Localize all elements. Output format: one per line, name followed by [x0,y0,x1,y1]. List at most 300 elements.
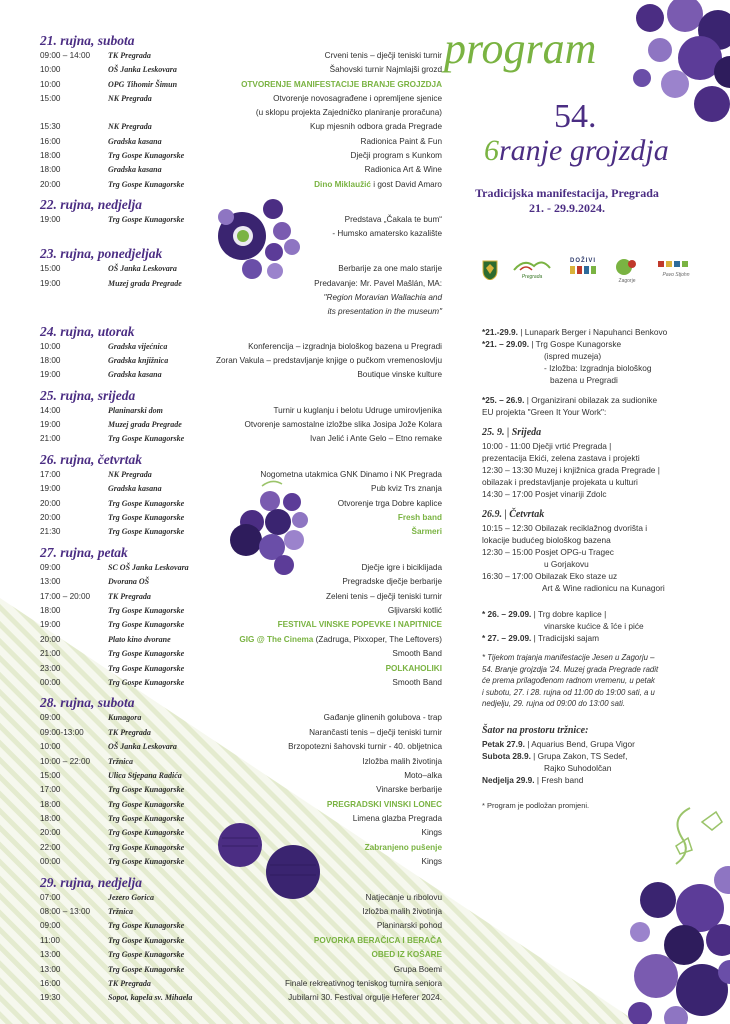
event-text: Radionica Art & Wine [364,165,442,175]
event-text: FESTIVAL VINSKE POPEVKE I NAPITNICE [277,620,442,630]
event-row [40,783,442,797]
event-time: 18:00 [40,799,61,809]
event-time: 20:00 [40,513,61,523]
event-time: 13:00 [40,964,61,974]
event-time: 19:00 [40,215,61,225]
event-row [40,855,442,869]
event-description [342,575,442,589]
event-time: 18:00 [40,165,61,175]
event-time: 09:00 [40,713,61,723]
event-time: 15:30 [40,122,61,132]
event-row [40,120,442,134]
event-description [398,511,442,525]
event-text: Otvorenje novosagrađene i opremljene sjenice [273,94,442,104]
event-time: 18:00 [40,150,61,160]
event-description [362,905,442,919]
day-title: 21. rujna, subota [40,33,135,48]
event-row [40,178,442,192]
wednesday-block: 25. 9. | Srijeda 10:00 - 11:00 Dječji vrtić Pregrada | prezentacija Ekići, zelena zastava i projekti 12:30 – 13:30 Muzej i knjižnica grada Pregrade | obilazak i predstavljanje projekata u kulturi 14:30 – 17:00 Posjet vinariji Zdolc [482,427,660,499]
event-place: Tržnica [108,907,134,917]
edition-number: 54. [554,98,597,135]
event-place: Trg Gospe Kunagorske [108,527,185,537]
event-time: 17:00 [40,785,61,795]
event-place: Trg Gospe Kunagorske [108,842,185,852]
event-place: TK Pregrada [108,51,151,60]
event-row [40,262,442,276]
day-section [40,323,442,383]
event-row [40,354,442,368]
day-section [40,544,442,691]
event-row [40,404,442,418]
event-description [273,404,442,418]
event-place: Trg Gospe Kunagorske [108,663,185,673]
event-text: Smooth Band [392,649,442,659]
event-description [244,418,442,432]
event-time: 13:00 [40,577,61,587]
day-section [40,387,442,447]
event-time: 09:00-13:00 [40,727,84,737]
event-description [324,711,442,725]
day-title: 29. rujna, nedjelja [40,874,143,890]
event-time: 15:00 [40,770,61,780]
event-place: Gradska vijećnica [108,341,168,351]
event-description [285,977,442,991]
event-row [40,561,442,575]
event-description [309,726,442,740]
event-text: Otvorenje trga Dobre kaplice [337,498,442,508]
event-description [288,991,442,1005]
day-section [40,196,442,241]
festival-name [484,134,669,168]
event-place: NK Pregrada [108,469,152,479]
event-time: 10:00 [40,65,61,75]
event-place: Trg Gospe Kunagorske [108,828,185,838]
event-place: Jezero Gorica [108,892,154,902]
event-time: 10:00 [40,742,61,752]
event-description [216,354,442,368]
event-text: Izložba malih životinja [362,756,442,766]
event-description [388,604,442,618]
event-row [40,213,442,241]
event-place: Sopot, kapela sv. Mihaela [108,993,193,1003]
schedule [40,32,442,1010]
event-place: Kunagora [108,713,142,723]
event-place: Trg Gospe Kunagorske [108,921,185,931]
event-description [376,783,442,797]
event-text-line2: (u sklopu projekta Zajedničko planiranje proračuna) [255,108,442,118]
event-row [40,92,442,120]
event-description [239,633,442,647]
event-description [386,662,442,676]
day-title: 25. rujna, srijeda [40,387,136,403]
event-place: Muzej grada Pregrade [108,278,182,288]
grape-cluster-top-right [633,0,730,122]
event-row [40,676,442,690]
event-time: 08:00 – 13:00 [40,907,91,917]
event-description [361,135,442,149]
event-time: 22:00 [40,842,61,852]
event-row [40,826,442,840]
event-place: Trg Gospe Kunagorske [108,649,185,659]
event-text: PREGRADSKI VINSKI LONEC [326,799,442,809]
day-title: 28. rujna, subota [40,695,135,711]
event-text: Ivan Jelić i Ante Gelo – Etno remake [310,434,442,444]
festival-name-first: 6 [484,134,499,167]
event-row [40,769,442,783]
event-description [338,262,442,276]
event-place: Trg Gospe Kunagorske [108,785,185,795]
event-place: Ulica Stjepana Radića [108,770,182,780]
event-place: Muzej grada Pregrade [108,420,182,430]
event-description [248,340,442,354]
event-time: 15:00 [40,264,61,274]
event-place: SC OŠ Janka Leskovara [108,562,189,572]
event-place: OŠ Janka Leskovara [108,742,177,752]
event-description [260,468,442,482]
event-place: Trg Gospe Kunagorske [108,513,185,523]
event-time: 18:00 [40,355,61,365]
event-description [314,277,442,319]
event-time: 13:00 [40,950,61,960]
event-text: Fresh band [397,513,442,523]
day-section [40,694,442,869]
event-row [40,511,442,525]
event-row [40,590,442,604]
event-time: 09:00 [40,562,61,572]
event-row [40,604,442,618]
event-text: POLKAHOLIKI [385,663,442,673]
event-place: TK Pregrada [108,591,151,601]
event-place: Trg Gospe Kunagorske [108,215,185,225]
event-description [361,561,442,575]
event-text: Dječje igre i biciklijada [361,562,442,572]
event-place: NK Pregrada [108,94,152,104]
event-row [40,891,442,905]
event-place: Gradska kasana [108,370,162,380]
event-text: POVORKA BERAČICA I BERAČA [313,935,442,945]
sponsor-logos [482,258,697,284]
event-row [40,468,442,482]
event-text: Gljivarski kotlić [387,605,442,615]
event-time: 10:00 – 22:00 [40,756,91,766]
event-description [366,891,442,905]
event-row [40,368,442,382]
event-row [40,63,442,77]
event-text: Narančasti tenis – dječji teniski turnir [309,727,442,737]
event-text: Zoran Vakula – predstavljanje knjige o pučkom vremenoslovlju [215,355,442,365]
event-row [40,633,442,647]
event-place: NK Pregrada [108,122,152,132]
event-row [40,525,442,539]
event-description [362,755,442,769]
event-description [353,812,442,826]
event-text: Izložba malih životinja [362,907,442,917]
event-place: Tržnica [108,756,134,766]
event-description [422,855,442,869]
event-place: Plato kino dvorane [108,634,171,644]
event-text: Natjecanje u ribolovu [365,892,442,902]
tent-block: Šator na prostoru tržnice: Petak 27.9. | Aquarius Bend, Grupa Vigor Subota 28.9. | Grupa Zakon, TS Sedef, Rajko Suhodolčan Nedjelja 29.9. | Fresh band [482,724,635,785]
event-description [327,798,442,812]
event-text: Konferencija – izgradnja biološkog bazena u Pregradi [248,341,442,351]
event-row [40,934,442,948]
event-row [40,78,442,92]
event-text: Pregradske dječje berbarije [342,577,442,587]
day-title: 22. rujna, nedjelja [40,197,143,213]
event-text: Smooth Band [392,677,442,687]
event-row [40,340,442,354]
event-text: Dječji program s Kunkom [350,150,442,160]
zagorje-logo: Zagorje [612,258,642,284]
event-place: Trg Gospe Kunagorske [108,179,185,189]
event-time: 18:00 [40,814,61,824]
event-place: Gradska kasana [108,165,162,175]
event-description [351,149,442,163]
event-place: Trg Gospe Kunagorske [108,677,185,687]
event-text: Predavanje: Mr. Pavel Mašlán, MA: [314,278,442,288]
event-row [40,755,442,769]
event-text: Zabranjeno pušenje [364,842,442,852]
kunagora-logo: Pavo Stjohn [656,258,696,278]
event-time: 20:00 [40,634,61,644]
event-text: OTVORENJE MANIFESTACIJE BRANJE GROJZDJA [241,79,442,89]
event-text: Finale rekreativnog teniskog turnira seniora [284,978,442,988]
event-text: Boutique vinske kulture [357,370,442,380]
event-place: Dvorana OŠ [108,577,150,587]
event-text: Turnir u kuglanju i belotu Udruge umirovljenika [273,405,442,415]
event-text: Crveni tenis – dječji teniski turnir [324,51,442,60]
event-row [40,948,442,962]
festival-subtitle [452,186,682,216]
event-description [371,482,442,496]
event-text: (Zadruga, Pixxoper, The Leftovers) [313,634,442,644]
event-time: 14:00 [40,405,61,415]
event-description [392,647,442,661]
event-time: 16:00 [40,978,61,988]
day-title: 24. rujna, utorak [40,323,135,339]
event-description [332,213,442,241]
event-time: 21:30 [40,527,61,537]
event-time: 19:00 [40,278,61,288]
event-text: Kings [421,857,442,867]
event-time: 17:00 – 20:00 [40,591,91,601]
coat-of-arms-icon [482,260,498,280]
event-text: Kings [421,828,442,838]
event-place: Trg Gospe Kunagorske [108,964,185,974]
event-time: 19:30 [40,993,61,1003]
day-section [40,32,442,192]
event-text: Zeleni tenis – dječji teniski turnir [325,591,442,601]
event-time: 20:00 [40,498,61,508]
museum-note: * Tijekom trajanja manifestacije Jesen u Zagorju – 54. Branje grojzdja '24. Muzej grada Pregrade radit će prema prilagođenom radnom vremenu, u petak i subotu, 27. i 28. rujna od 11:00 do 19:00 sati, a u nedjelju, 29. rujna od 09:00 do 13:00 sati. [482,653,659,708]
event-row [40,711,442,725]
event-place: Trg Gospe Kunagorske [108,935,185,945]
event-row [40,482,442,496]
event-row [40,841,442,855]
event-place: Trg Gospe Kunagorske [108,814,185,824]
event-text: Kup mjesnih odbora grada Pregrade [310,122,442,132]
event-description [330,63,442,77]
event-text: Vinarske berbarije [376,785,442,795]
event-text: i gost David Amaro [371,179,442,189]
event-place: Trg Gospe Kunagorske [108,498,185,508]
day-title: 23. rujna, ponedjeljak [40,246,163,262]
event-place: Gradska kasana [108,136,162,146]
event-place: Planinarski dom [108,405,163,415]
event-text: Gađanje glinenih golubova - trap [323,713,442,723]
day-title: 26. rujna, četvrtak [40,451,143,467]
dozivi-logo: DOŽIVI [568,258,598,278]
event-time: 18:00 [40,605,61,615]
event-text: Grupa Boemi [393,964,442,974]
event-text: Pub kviz Trs znanja [371,484,442,494]
event-time: 15:00 [40,94,61,104]
program-title: program [444,24,597,73]
event-description [394,963,442,977]
festival-dates: 21. - 29.9.2024. [529,201,605,215]
event-row [40,963,442,977]
event-time: 09:00 [40,921,61,931]
event-description [314,178,442,192]
event-row [40,575,442,589]
event-text-line2: - Humsko amatersko kazalište [332,229,442,239]
thursday-block: 26.9. | Četvrtak 10:15 – 12:30 Obilazak reciklažnog dvorišta i lokacije budućeg biološkog bazena 12:30 – 15:00 Posjet OPG-u Tragec u Gorjakovu 16:30 – 17:00 Obilazak Eko staze uz Art & Wine radionicu na Kunagori [482,509,665,593]
event-description [365,841,442,855]
event-text: Planinarski pohod [376,921,442,931]
event-text: Šarmeri [411,527,442,537]
event-row [40,135,442,149]
event-description [278,618,442,632]
event-text-line3: its presentation in the museum" [327,306,442,316]
event-highlight: Dino Miklaužić [314,179,371,189]
event-place: Trg Gospe Kunagorske [108,857,185,867]
event-row [40,991,442,1005]
event-row [40,977,442,991]
event-text: Brzopotezni šahovski turnir - 40. obljetnica [288,742,442,752]
event-description [241,78,442,92]
event-time: 20:00 [40,828,61,838]
event-row [40,418,442,432]
event-place: OŠ Janka Leskovara [108,65,177,75]
event-row [40,726,442,740]
day-section [40,874,442,1006]
event-text: Berbarije za one malo starije [338,264,442,274]
event-row [40,740,442,754]
event-place: TK Pregrada [108,727,151,737]
festival-name-rest: ranje grojzdja [499,134,669,167]
grape-cluster-bottom-right [628,808,730,1024]
event-row [40,647,442,661]
subtitle-text: Tradicijska manifestacija, Pregrada [475,186,659,200]
event-time: 17:00 [40,469,61,479]
event-description [325,49,442,63]
event-description [310,120,442,134]
event-place: Gradska knjižnica [108,355,169,365]
event-text: Limena glazba Pregrada [352,814,442,824]
event-description [314,934,442,948]
fair-block: * 26. – 29.09. | Trg dobre kaplice | vinarske kućice & îće i piće * 27. – 29.09. | Tradicijski sajam [482,609,644,643]
event-text-line2: "Region Moravian Wallachia and [323,292,442,302]
event-time: 07:00 [40,892,61,902]
event-row [40,662,442,676]
event-description [422,826,442,840]
event-time: 20:00 [40,179,61,189]
event-time: 19:00 [40,620,61,630]
event-place: Trg Gospe Kunagorske [108,620,185,630]
day-section [40,451,442,540]
event-description [338,497,442,511]
day-title: 27. rujna, petak [40,544,128,560]
event-time: 21:00 [40,434,61,444]
event-text: Predstava „Čakala te bum“ [344,215,442,225]
event-row [40,497,442,511]
day-section [40,245,442,318]
event-place: Trg Gospe Kunagorske [108,605,185,615]
event-text: Šahovski turnir Najmlajši grozd [329,65,442,75]
event-row [40,919,442,933]
event-description [404,769,442,783]
event-description [371,948,442,962]
pregrada-logo: Pregrada [512,258,552,280]
event-text: Jubilarni 30. Festival orgulje Heferer 2024. [288,993,442,1003]
event-row [40,277,442,319]
event-row [40,812,442,826]
event-place: OPG Tihomir Šimun [108,79,178,89]
event-time: 19:00 [40,420,61,430]
event-time: 10:00 [40,341,61,351]
event-time: 00:00 [40,677,61,687]
event-description [288,740,442,754]
event-place: Trg Gospe Kunagorske [108,799,185,809]
event-description [365,163,442,177]
event-place: Trg Gospe Kunagorske [108,150,185,160]
change-note: * Program je podložan promjeni. [482,800,590,810]
eu-project-block: *25. – 26.9. | Organizirani obilazak za sudionike EU projekta "Green It Your Work": [482,395,658,417]
event-row [40,618,442,632]
event-time: 19:00 [40,370,61,380]
side-info [482,326,694,812]
event-description [392,676,442,690]
event-place: Trg Gospe Kunagorske [108,950,185,960]
event-time: 09:00 – 14:00 [40,51,91,60]
event-description [377,919,442,933]
event-row [40,798,442,812]
event-place: Trg Gospe Kunagorske [108,434,185,444]
event-place: Gradska kasana [108,484,162,494]
event-text: Radionica Paint & Fun [360,136,442,146]
event-text: Otvorenje samostalne izložbe slika Josipa Jože Kolara [244,420,442,430]
event-place: OŠ Janka Leskovara [108,264,177,274]
event-time: 19:00 [40,484,61,494]
event-text: Moto–alka [404,770,442,780]
event-time: 10:00 [40,79,61,89]
event-row [40,49,442,63]
lunapark-block: *21.-29.9. | Lunapark Berger i Napuhanci Benkovo *21. – 29.09. | Trg Gospe Kunagorske (ispred muzeja) - Izložba: Izgradnja biološkog bazena u Pregradi [482,327,668,385]
event-time: 00:00 [40,857,61,867]
event-text: Nogometna utakmica GNK Dinamo i NK Pregrada [260,469,442,479]
event-text: OBED IZ KOŠARE [371,950,442,960]
event-time: 21:00 [40,649,61,659]
event-place: TK Pregrada [108,978,151,988]
event-description [326,590,442,604]
event-description [310,432,442,446]
event-highlight: GIG @ The Cinema [239,634,314,644]
event-row [40,149,442,163]
event-row [40,432,442,446]
event-time: 16:00 [40,136,61,146]
event-description [357,368,442,382]
event-time: 23:00 [40,663,61,673]
